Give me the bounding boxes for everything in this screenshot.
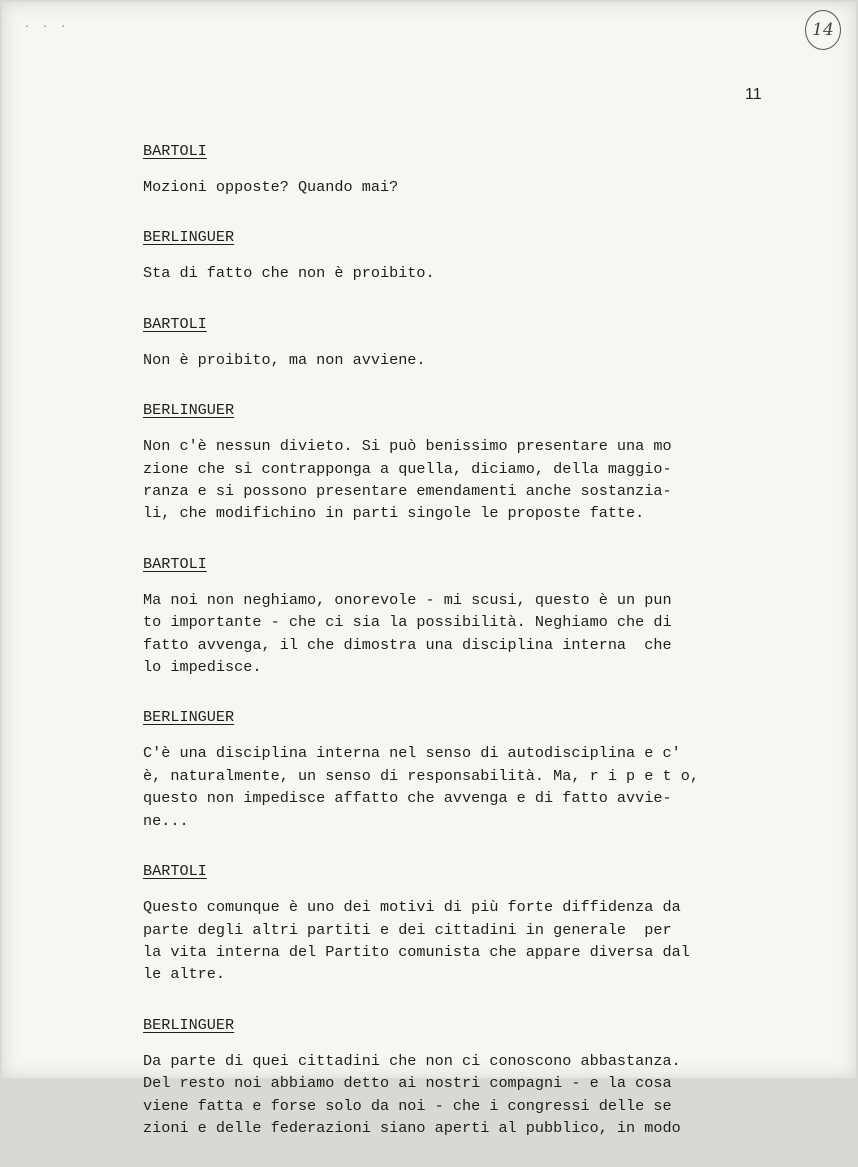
speaker-name: BARTOLI: [143, 314, 207, 333]
speech-line: le altre.: [143, 965, 226, 984]
speech-line: Mozioni opposte? Quando mai?: [143, 178, 399, 196]
speech-line: lo impedisce.: [143, 658, 262, 677]
speaker-name: BERLINGUER: [143, 401, 235, 420]
dialogue-block: [143, 1014, 773, 1140]
speech-line: Da parte di quei cittadini che non ci conoscono abbastanza.: [143, 1051, 681, 1070]
speech-line: zioni e delle federazioni siano aperti al pubblico, in modo: [143, 1118, 681, 1137]
archive-stamp: 14: [805, 10, 841, 50]
speech-text: [143, 589, 773, 679]
speech-line: Non è proibito, ma non avviene.: [143, 350, 426, 369]
speaker-name: BARTOLI: [143, 142, 207, 160]
speech-line: fatto avvenga, il che dimostra una disciplina interna che: [143, 635, 672, 654]
speech-line: zione che si contrapponga a quella, diciamo, della maggio-: [143, 459, 672, 478]
speech-text: [143, 435, 773, 525]
speech-line: è, naturalmente, un senso di responsabilità. Ma, r i p e t o,: [143, 766, 699, 785]
speech-line: Questo comunque è uno dei motivi di più forte diffidenza da: [143, 898, 681, 917]
speech-text: [143, 262, 773, 284]
speech-text: [143, 1050, 773, 1140]
speaker-name: BARTOLI: [143, 554, 207, 573]
speech-text: [143, 896, 773, 986]
speech-line: ranza e si possono presentare emendamenti anche sostanzia-: [143, 482, 672, 501]
speaker-name: BARTOLI: [143, 862, 207, 881]
dialogue-block: [143, 553, 773, 679]
dialogue-block: [143, 226, 773, 284]
speech-line: Sta di fatto che non è proibito.: [143, 264, 435, 283]
speech-line: questo non impedisce affatto che avvenga e di fatto avvie-: [143, 789, 672, 808]
document-page: [2, 2, 856, 1137]
dialogue-block: [143, 313, 773, 371]
speaker-name: BERLINGUER: [143, 1015, 235, 1034]
page-number: 11: [745, 86, 762, 103]
transcript: [143, 140, 773, 1167]
dialogue-block: [143, 860, 773, 986]
speech-line: parte degli altri partiti e dei cittadini in generale per: [143, 920, 672, 939]
speech-text: [143, 176, 773, 198]
scan-specks: . . .: [24, 20, 70, 31]
speech-line: to importante - che ci sia la possibilità. Neghiamo che di: [143, 613, 672, 632]
dialogue-block: [143, 140, 773, 198]
speech-line: ne...: [143, 811, 189, 830]
dialogue-block: [143, 706, 773, 832]
dialogue-block: [143, 399, 773, 525]
speaker-name: BERLINGUER: [143, 228, 235, 247]
speech-line: C'è una disciplina interna nel senso di autodisciplina e c': [143, 744, 681, 763]
speech-line: viene fatta e forse solo da noi - che i congressi delle se: [143, 1096, 672, 1115]
speech-line: Non c'è nessun divieto. Si può benissimo presentare una mo: [143, 437, 672, 456]
speech-line: Ma noi non neghiamo, onorevole - mi scusi, questo è un pun: [143, 590, 672, 609]
speech-text: [143, 349, 773, 371]
speech-line: la vita interna del Partito comunista che appare diversa dal: [143, 942, 690, 961]
speech-text: [143, 742, 773, 832]
speaker-name: BERLINGUER: [143, 708, 235, 727]
speech-line: li, che modifichino in parti singole le proposte fatte.: [143, 504, 645, 523]
speech-line: Del resto noi abbiamo detto ai nostri compagni - e la cosa: [143, 1074, 672, 1093]
